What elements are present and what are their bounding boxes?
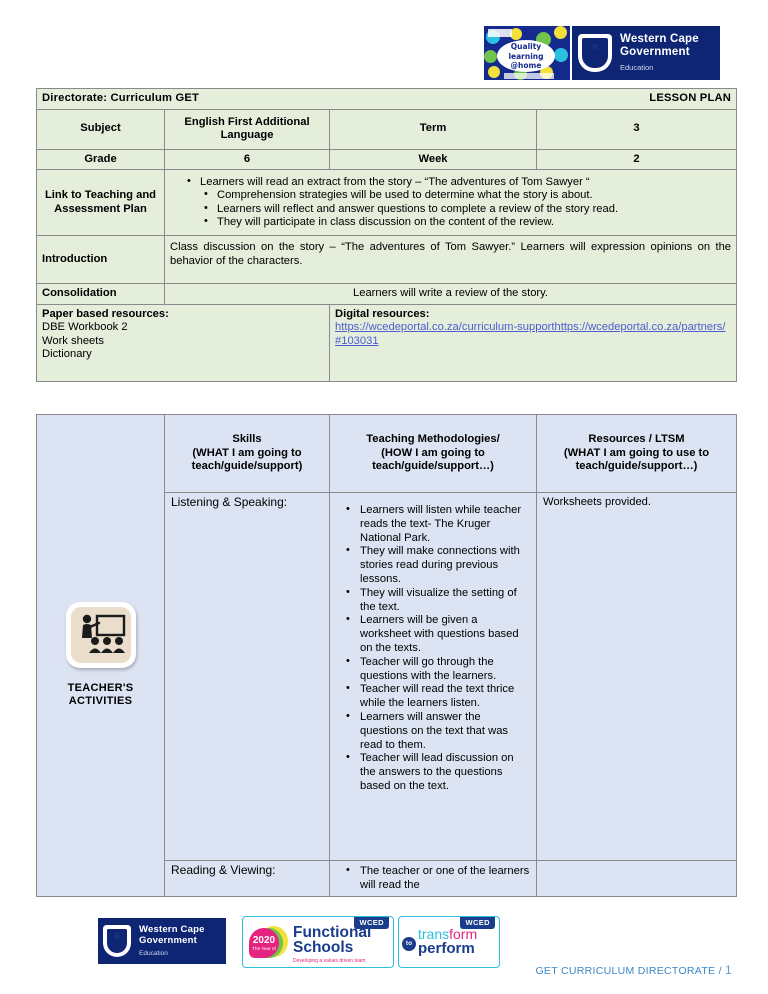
list-item: • Teacher will lead discussion on the answers to the questions based on the text. [346, 752, 530, 793]
wced-badge: WCED [460, 917, 495, 929]
link-plan-content [165, 170, 737, 236]
paper-resources-heading: Paper based resources: [42, 307, 169, 320]
quality-learning-at-home-logo [484, 26, 570, 80]
methods-header-line3: teach/guide/support…) [372, 460, 494, 473]
digital-resources-link[interactable]: https://wcedeportal.co.za/curriculum-supporthttps://wcedeportal.co.za/partners/#103031 [335, 321, 726, 347]
list-item: • Learners will read an extract from the story – “The adventures of Tom Sawyer “ [187, 176, 731, 190]
skills-header-line2: (WHAT I am going to [192, 446, 302, 459]
directorate-label: Directorate: Curriculum GET [42, 92, 200, 104]
sidebar-label-line2: ACTIVITIES [68, 695, 133, 708]
paper-resource-item: Dictionary [42, 348, 92, 360]
functional-schools-line1: Functional [293, 924, 372, 941]
resources-header-line1: Resources / LTSM [588, 432, 685, 445]
list-item: • Comprehension strategies will be used to determine what the story is about. [204, 189, 731, 203]
lesson-plan-label: LESSON PLAN [649, 92, 732, 104]
list-item: • They will visualize the setting of the text. [346, 587, 530, 615]
year-blob-icon [249, 926, 289, 960]
wcg-line2: Government [620, 46, 690, 59]
list-item: • Learners will listen while teacher reads the text- The Kruger National Park. [346, 504, 530, 545]
footer-logo-band [0, 912, 768, 970]
subject-label: Subject [37, 109, 165, 149]
resources-listening-speaking: Worksheets provided. [537, 493, 737, 861]
introduction-text: Class discussion on the story – “The adventures of Tom Sawyer.” Learners will expression opinions on the behavior of the characters. [165, 236, 737, 284]
quality-learning-bubble [497, 40, 555, 72]
teaching-activities-table [36, 414, 737, 897]
link-plan-bullets-sub [170, 189, 731, 230]
resources-header-line3: teach/guide/support…) [575, 460, 698, 473]
wcg-line3: Education [620, 63, 654, 73]
footer-wcg-line2: Government [139, 934, 197, 946]
qlh-line3: @home [510, 61, 542, 70]
teacher-at-board-icon [66, 602, 136, 668]
table-row-resources [37, 304, 737, 381]
methods-bullet-list [336, 504, 530, 794]
week-value: 2 [537, 149, 737, 170]
page-footer [0, 963, 732, 977]
sidebar-label-line1: TEACHER'S [67, 682, 134, 695]
table-row-headers [37, 415, 737, 493]
wced-badge: WCED [354, 917, 389, 929]
western-cape-government-logo [572, 26, 720, 80]
list-item: • Learners will be given a worksheet with questions based on the texts. [346, 614, 530, 655]
digital-resources-heading: Digital resources: [335, 307, 430, 320]
skill-label: Reading & Viewing: [171, 863, 276, 877]
list-item: • Teacher will go through the questions with the learners. [346, 656, 530, 684]
qlh-line1: Quality [510, 42, 542, 51]
wcg-line1: Western Cape [620, 32, 699, 45]
transform-to-perform-logo [398, 916, 500, 968]
perform-word: perform [418, 940, 475, 957]
skill-label: Listening & Speaking: [171, 495, 288, 509]
list-item: • They will make connections with stories read during previous lessons. [346, 545, 530, 586]
methods-header-line2: (HOW I am going to [381, 446, 485, 459]
transform-word: transform [418, 926, 478, 942]
table-row-title [37, 89, 737, 110]
skill-listening-speaking [165, 493, 330, 861]
resources-reading-viewing [537, 861, 737, 897]
year-value: 2020 [252, 935, 276, 946]
lesson-info-table [36, 88, 737, 382]
digital-resources-cell [330, 304, 737, 381]
coat-of-arms-icon [103, 925, 131, 957]
page-number: 1 [725, 963, 732, 977]
column-header-methods [330, 415, 537, 493]
table-row-consolidation [37, 284, 737, 305]
methods-bullet-list [336, 865, 530, 893]
header-logo-band [0, 18, 768, 82]
term-label: Term [330, 109, 537, 149]
column-header-resources [537, 415, 737, 493]
methods-listening-speaking [330, 493, 537, 861]
week-label: Week [330, 149, 537, 170]
introduction-label: Introduction [37, 236, 165, 284]
paper-resource-item: Work sheets [42, 334, 104, 347]
wced-crest-mini [488, 29, 512, 37]
functional-schools-logo [242, 916, 394, 968]
table-row-subject [37, 109, 737, 149]
coat-of-arms-icon [578, 34, 612, 72]
paper-resource-item: DBE Workbook 2 [42, 321, 128, 333]
consolidation-label: Consolidation [37, 284, 165, 305]
grade-label: Grade [37, 149, 165, 170]
skills-header-line1: Skills [232, 432, 262, 445]
table-row-link-plan [37, 170, 737, 236]
list-item: • Learners will answer the questions on the text that was read to them. [346, 711, 530, 752]
consolidation-text: Learners will write a review of the story. [165, 284, 737, 305]
list-item: • Learners will reflect and answer questions to complete a review of the story read. [204, 203, 731, 217]
column-header-skills [165, 415, 330, 493]
footer-western-cape-government-logo [98, 918, 226, 964]
page-footer-text: GET CURRICULUM DIRECTORATE / [535, 965, 726, 977]
methods-header-line1: Teaching Methodologies/ [366, 432, 500, 445]
skills-header-line3: teach/guide/support) [191, 460, 303, 473]
subject-value: English First Additional Language [165, 109, 330, 149]
footer-wcg-line1: Western Cape [139, 923, 205, 935]
list-item: • Teacher will read the text thrice while the learners listen. [346, 683, 530, 711]
directorate-title-cell [37, 89, 737, 110]
term-value: 3 [537, 109, 737, 149]
link-plan-label: Link to Teaching and Assessment Plan [37, 170, 165, 236]
year-sub: The Year of [252, 946, 276, 951]
table-row-grade [37, 149, 737, 170]
link-plan-bullets-top [170, 176, 731, 190]
table-row-introduction [37, 236, 737, 284]
sidebar-teachers-activities [37, 415, 165, 897]
qlh-line2: learning [508, 51, 544, 61]
skill-reading-viewing [165, 861, 330, 897]
functional-schools-line2: Schools [293, 939, 354, 956]
list-item: • The teacher or one of the learners will read the [346, 865, 530, 893]
paper-resources-cell [37, 304, 330, 381]
footer-wcg-line3: Education [139, 949, 168, 957]
grade-value: 6 [165, 149, 330, 170]
resources-header-line2: (WHAT I am going to use to [563, 446, 710, 459]
functional-schools-tagline: Developing a values driven team [293, 958, 366, 964]
qlh-footer-strip [504, 73, 554, 79]
methods-reading-viewing [330, 861, 537, 897]
to-circle: to [402, 937, 416, 951]
list-item: • They will participate in class discussion on the content of the review. [204, 216, 731, 230]
